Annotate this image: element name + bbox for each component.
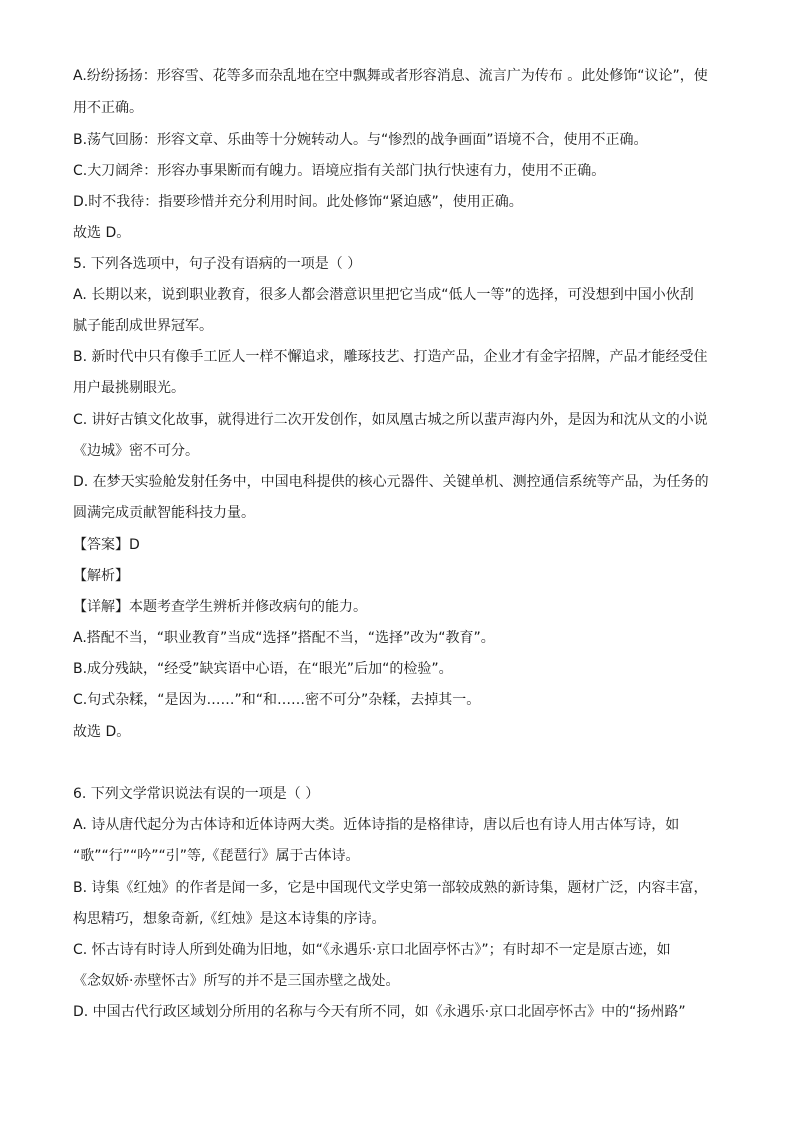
text-line: “歌”“行”“吟”“引”等,《琵琶行》属于古体诗。 — [73, 848, 360, 864]
question-6-option-c: C. 怀古诗有时诗人所到处确为旧地，如“《永遇乐·京口北固亭怀古》”；有时却不一定是原古迹，如 — [73, 942, 671, 958]
text-line: 故选 D。 — [73, 225, 131, 241]
answer-label: 【答案】D — [73, 537, 140, 553]
text-line: D.时不我待：指要珍惜并充分利用时间。此处修饰“紧迫感”，使用正确。 — [73, 194, 523, 210]
question-6-option-a: A. 诗从唐代起分为古体诗和近体诗两大类。近体诗指的是格律诗，唐以后也有诗人用古体写诗，如 — [73, 817, 680, 833]
text-line: 构思精巧，想象奇新,《红烛》是这本诗集的序诗。 — [73, 911, 386, 927]
text-line: A.纷纷扬扬：形容雪、花等多而杂乱地在空中飘舞或者形容消息、流言广为传布 。此处修饰“议论”，使 — [73, 68, 708, 84]
text-line: 腻子能刮成世界冠军。 — [73, 318, 213, 334]
text-line: 用户最挑剔眼光。 — [73, 380, 185, 396]
question-5-option-c: C. 讲好古镇文化故事，就得进行二次开发创作，如凤凰古城之所以蜚声海内外，是因为和沈从文的小说 — [73, 412, 708, 428]
text-line: B.荡气回肠：形容文章、乐曲等十分婉转动人。与“惨烈的战争画面”语境不合，使用不正确。 — [73, 132, 648, 148]
analysis-label: 【解析】 — [73, 568, 129, 584]
question-5-option-d: D. 在梦天实验舱发射任务中，中国电科提供的核心元器件、关键单机、测控通信系统等产品，为任务的 — [73, 474, 709, 490]
question-5-stem: 5. 下列各选项中，句子没有语病的一项是（ ） — [73, 256, 362, 272]
text-line: C.大刀阔斧：形容办事果断而有魄力。语境应指有关部门执行快速有力，使用不正确。 — [73, 163, 606, 179]
question-6-option-b: B. 诗集《红烛》的作者是闻一多，它是中国现代文学史第一部较成熟的新诗集，题材广泛，内容丰富， — [73, 880, 708, 896]
text-line: 《边城》密不可分。 — [73, 443, 199, 459]
text-line: A.搭配不当，“职业教育”当成“选择”搭配不当，“选择”改为“教育”。 — [73, 630, 495, 646]
text-line: 故选 D。 — [73, 724, 131, 740]
question-5-option-b: B. 新时代中只有像手工匠人一样不懈追求，雕琢技艺、打造产品，企业才有金字招牌，产品才能经受住 — [73, 349, 708, 365]
text-line: 圆满完成贡献智能科技力量。 — [73, 505, 255, 521]
question-5-option-a: A. 长期以来，说到职业教育，很多人都会潜意识里把它当成“低人一等”的选择，可没想到中国小伙刮 — [73, 287, 694, 303]
text-line: B.成分残缺，“经受”缺宾语中心语，在“眼光”后加“的检验”。 — [73, 661, 453, 677]
question-6-option-d: D. 中国古代行政区域划分所用的名称与今天有所不同，如《永遇乐·京口北固亭怀古》中的“扬州路” — [73, 1004, 686, 1020]
text-line: 用不正确。 — [73, 100, 143, 116]
text-line: C.句式杂糅，“是因为……”和“和……密不可分”杂糅，去掉其一。 — [73, 692, 481, 708]
detail-explanation: 【详解】本题考查学生辨析并修改病句的能力。 — [73, 599, 367, 615]
question-6-stem: 6. 下列文学常识说法有误的一项是（ ） — [73, 786, 320, 802]
text-line: 《念奴娇·赤壁怀古》所写的并不是三国赤壁之战处。 — [73, 973, 400, 989]
